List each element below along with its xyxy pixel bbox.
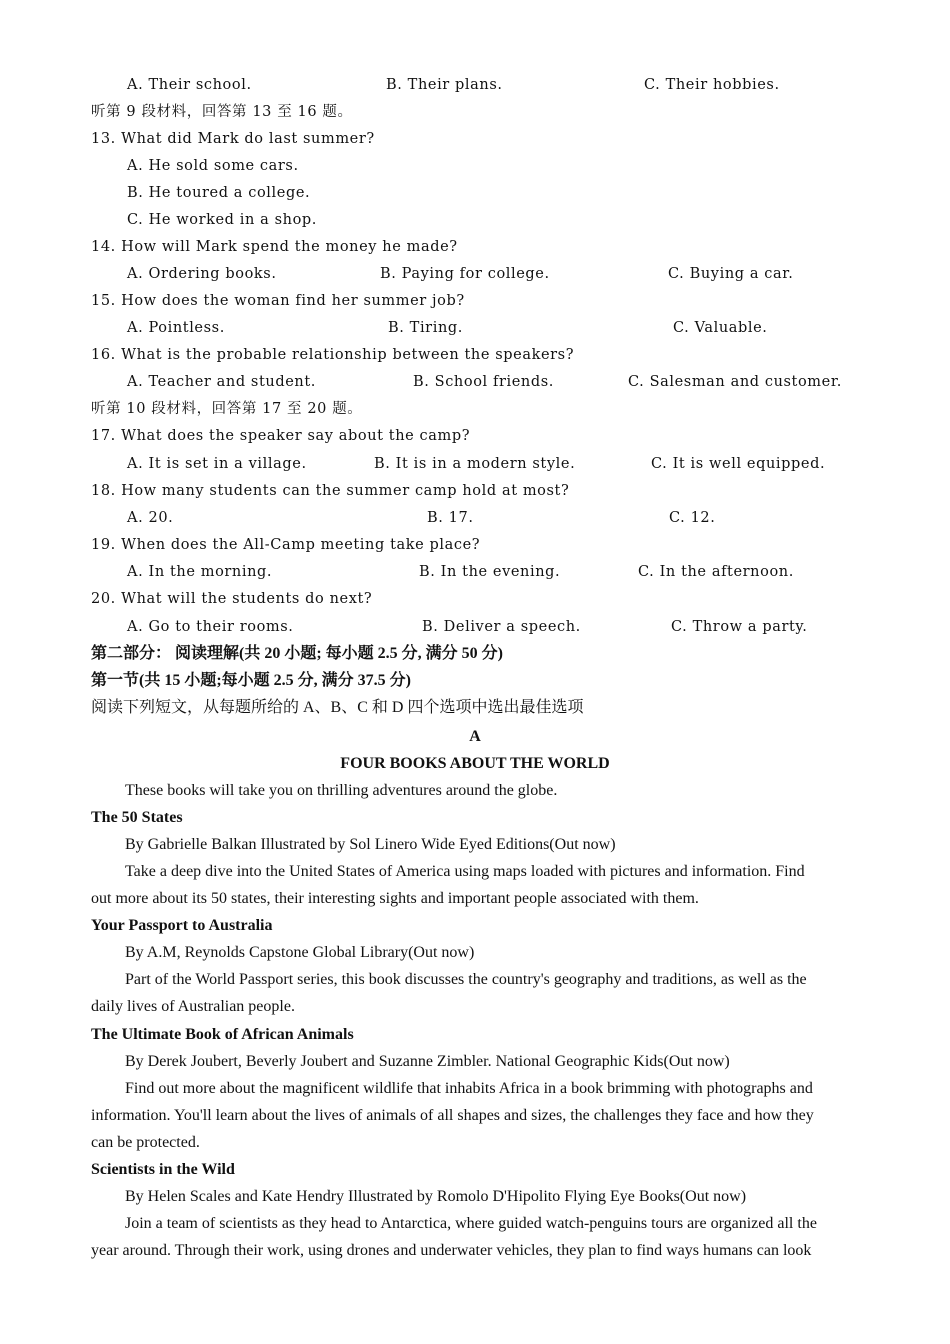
q17-option-c: C. It is well equipped. xyxy=(651,456,826,472)
q18-option-b: B. 17. xyxy=(427,510,474,526)
q19-option-b: B. In the evening. xyxy=(419,564,561,580)
q14-option-b: B. Paying for college. xyxy=(380,266,550,282)
q12-option-c: C. Their hobbies. xyxy=(644,77,780,93)
q16-option-b: B. School friends. xyxy=(413,374,554,390)
q14-option-c: C. Buying a car. xyxy=(668,266,794,282)
book-desc-line: daily lives of Australian people. xyxy=(91,998,295,1015)
q15-option-a: A. Pointless. xyxy=(127,320,225,336)
section10-instruction: 听第 10 段材料，回答第 17 至 20 题。 xyxy=(91,401,363,417)
part2-heading: 第二部分： 阅读理解(共 20 小题; 每小题 2.5 分, 满分 50 分) xyxy=(91,645,503,662)
book-title: Your Passport to Australia xyxy=(91,917,273,934)
book-desc-line: Find out more about the magnificent wildlife that inhabits Africa in a book brimming with photographs and xyxy=(125,1080,813,1097)
section1-heading: 第一节(共 15 小题;每小题 2.5 分, 满分 37.5 分) xyxy=(91,672,411,689)
book-title: Scientists in the Wild xyxy=(91,1161,235,1178)
book-byline: By Derek Joubert, Beverly Joubert and Suzanne Zimbler. National Geographic Kids(Out now) xyxy=(125,1053,730,1070)
q12-option-a: A. Their school. xyxy=(127,77,252,93)
book-desc-line: information. You'll learn about the lives of animals of all shapes and sizes, the challenges they face and how they xyxy=(91,1107,814,1124)
q13-option-c: C. He worked in a shop. xyxy=(127,212,318,228)
q19-option-a: A. In the morning. xyxy=(127,564,273,580)
q20-option-b: B. Deliver a speech. xyxy=(422,619,581,635)
passage-letter: A xyxy=(469,728,481,745)
q19-stem: 19. When does the All-Camp meeting take place? xyxy=(91,537,481,553)
q19-option-c: C. In the afternoon. xyxy=(638,564,794,580)
q14-option-a: A. Ordering books. xyxy=(127,266,277,282)
book-desc-line: Part of the World Passport series, this book discusses the country's geography and traditions, as well as the xyxy=(125,971,807,988)
q15-stem: 15. How does the woman find her summer job? xyxy=(91,293,465,309)
passage-title: FOUR BOOKS ABOUT THE WORLD xyxy=(340,755,610,772)
book-desc-line: can be protected. xyxy=(91,1134,200,1151)
book-desc-line: year around. Through their work, using drones and underwater vehicles, they plan to find ways humans can look xyxy=(91,1242,812,1259)
q17-stem: 17. What does the speaker say about the camp? xyxy=(91,428,471,444)
q17-option-b: B. It is in a modern style. xyxy=(374,456,576,472)
q18-stem: 18. How many students can the summer camp hold at most? xyxy=(91,483,570,499)
reading-instruction: 阅读下列短文，从每题所给的 A、B、C 和 D 四个选项中选出最佳选项 xyxy=(91,699,584,716)
q15-option-c: C. Valuable. xyxy=(673,320,768,336)
q16-stem: 16. What is the probable relationship between the speakers? xyxy=(91,347,575,363)
q16-option-c: C. Salesman and customer. xyxy=(628,374,842,390)
book-desc-line: Join a team of scientists as they head to Antarctica, where guided watch-penguins tours are organized all the xyxy=(125,1215,817,1232)
book-title: The 50 States xyxy=(91,809,183,826)
book-desc-line: Take a deep dive into the United States of America using maps loaded with pictures and information. Find xyxy=(125,863,805,880)
passage-intro: These books will take you on thrilling adventures around the globe. xyxy=(125,782,558,799)
q15-option-b: B. Tiring. xyxy=(388,320,463,336)
q20-option-c: C. Throw a party. xyxy=(671,619,808,635)
q13-option-b: B. He toured a college. xyxy=(127,185,311,201)
section9-instruction: 听第 9 段材料，回答第 13 至 16 题。 xyxy=(91,104,353,120)
q20-option-a: A. Go to their rooms. xyxy=(127,619,294,635)
q13-stem: 13. What did Mark do last summer? xyxy=(91,131,375,147)
book-desc-line: out more about its 50 states, their interesting sights and important people associated with them. xyxy=(91,890,699,907)
book-byline: By Gabrielle Balkan Illustrated by Sol Linero Wide Eyed Editions(Out now) xyxy=(125,836,616,853)
q18-option-c: C. 12. xyxy=(669,510,716,526)
q20-stem: 20. What will the students do next? xyxy=(91,591,373,607)
q17-option-a: A. It is set in a village. xyxy=(127,456,307,472)
book-byline: By Helen Scales and Kate Hendry Illustrated by Romolo D'Hipolito Flying Eye Books(Out now) xyxy=(125,1188,747,1205)
book-byline: By A.M, Reynolds Capstone Global Library(Out now) xyxy=(125,944,475,961)
q18-option-a: A. 20. xyxy=(127,510,174,526)
q14-stem: 14. How will Mark spend the money he made? xyxy=(91,239,458,255)
q13-option-a: A. He sold some cars. xyxy=(127,158,299,174)
book-title: The Ultimate Book of African Animals xyxy=(91,1026,354,1043)
q12-option-b: B. Their plans. xyxy=(386,77,503,93)
q16-option-a: A. Teacher and student. xyxy=(127,374,316,390)
